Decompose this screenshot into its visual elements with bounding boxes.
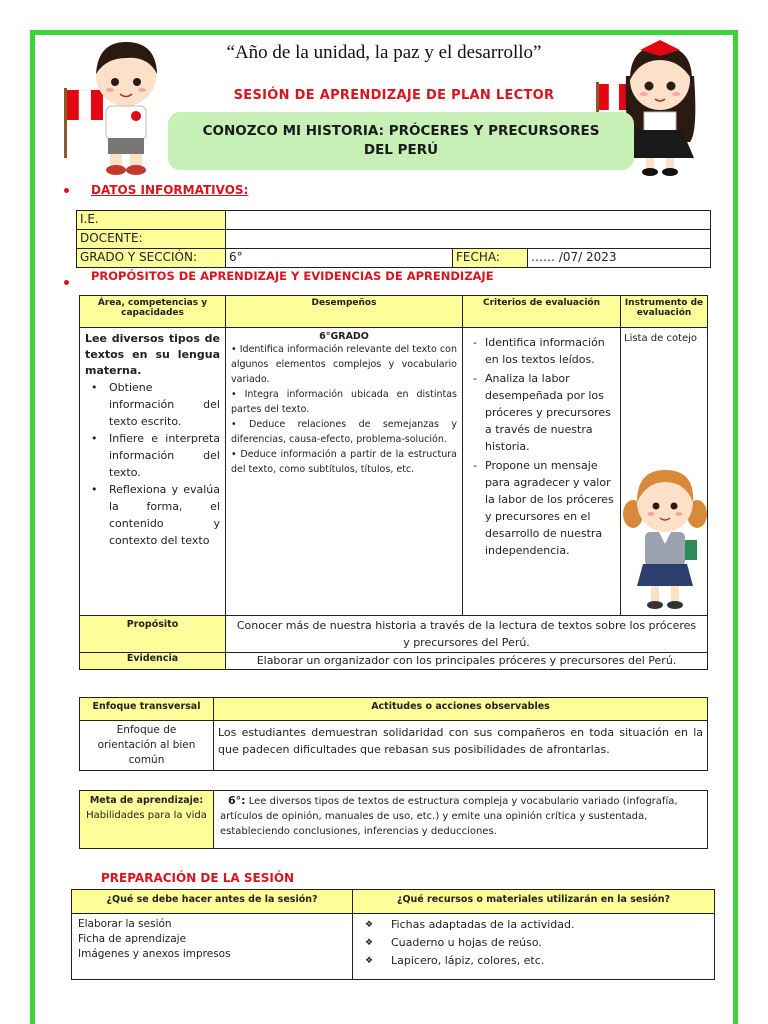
grado-label: GRADO Y SECCIÓN: <box>77 249 226 268</box>
meta-label-cell <box>80 791 214 849</box>
antes-item: Ficha de aprendizaje <box>78 933 187 945</box>
ie-label: I.E. <box>77 211 226 230</box>
enfoque-table <box>79 697 708 771</box>
schoolgirl-illustration <box>619 462 711 614</box>
ie-value <box>226 211 711 230</box>
desempeno-item: • Integra información ubicada en distintas partes del texto. <box>231 389 457 415</box>
desempeno-item: • Identifica información relevante del texto con algunos elementos complejos y vocabulario variado. <box>231 344 457 385</box>
docente-value <box>226 230 711 249</box>
meta-table <box>79 790 708 849</box>
col-area: Área, competencias y capacidades <box>80 296 226 328</box>
col-actitudes: Actitudes o acciones observables <box>214 698 708 721</box>
recursos-cell <box>353 914 715 980</box>
preparation-table <box>71 889 715 980</box>
section-heading-propositos: PROPÓSITOS DE APRENDIZAJE Y EVIDENCIAS DE APRENDIZAJE <box>91 269 494 283</box>
meta-sub-label: Habilidades para la vida <box>86 810 207 821</box>
col-desempenos: Desempeños <box>226 296 463 328</box>
fecha-label: FECHA: <box>453 249 528 268</box>
capacidades-list <box>85 379 220 549</box>
capacidad-item: • Reflexiona y evalúa la forma, el contenido y contexto del texto <box>85 481 220 549</box>
competencia-text: Lee diversos tipos de textos en su lengua materna. <box>85 332 220 377</box>
docente-label: DOCENTE: <box>77 230 226 249</box>
proposito-text: Conocer más de nuestra historia a través de la lectura de textos sobre los próceres y precursores del Perú. <box>226 616 708 653</box>
grado-value: 6° <box>226 249 453 268</box>
topic-banner <box>168 112 634 170</box>
recursos-list <box>357 916 710 970</box>
instrumento-text: Lista de cotejo <box>624 333 698 344</box>
desempeno-item: • Deduce información a partir de la estructura del texto, como subtítulos, títulos, etc. <box>231 449 457 475</box>
desempenos-cell <box>226 328 463 616</box>
proposito-label: Propósito <box>80 616 226 653</box>
year-motto: “Año de la unidad, la paz y el desarrollo” <box>226 42 542 63</box>
criterio-item: - Propone un mensaje para agradecer y valor la labor de los próceres y precursores en el desarrollo de nuestra independencia. <box>467 457 616 559</box>
criterios-list <box>467 334 616 559</box>
col-instrumento: Instrumento de evaluación <box>621 296 708 328</box>
actitud-text: Los estudiantes demuestran solidaridad con sus compañeros en toda situación en la que padecen dificultades que rebasan sus posibilidades de afrontarlas. <box>214 721 708 771</box>
competencias-cell <box>80 328 226 616</box>
meta-text-cell <box>214 791 708 849</box>
criterios-cell <box>463 328 621 616</box>
desempeno-item: • Deduce relaciones de semejanzas y diferencias, causa-efecto, problema-solución. <box>231 419 457 445</box>
antes-item: Elaborar la sesión <box>78 918 172 930</box>
capacidad-item: • Obtiene información del texto escrito. <box>85 379 220 430</box>
bullet-icon <box>64 280 69 285</box>
antes-item: Imágenes y anexos impresos <box>78 948 231 960</box>
recurso-item: ❖ Lapicero, lápiz, colores, etc. <box>357 952 710 970</box>
meta-label: Meta de aprendizaje: <box>89 795 204 806</box>
col-antes: ¿Qué se debe hacer antes de la sesión? <box>72 890 353 914</box>
instrumento-cell <box>621 328 708 616</box>
bullet-icon <box>64 188 69 193</box>
info-table <box>76 210 711 268</box>
topic-title-line2: DEL PERÚ <box>363 142 439 158</box>
col-recursos: ¿Qué recursos o materiales utilizarán en la sesión? <box>353 890 715 914</box>
criterio-item: - Identifica información en los textos leídos. <box>467 334 616 368</box>
grado-title: 6°GRADO <box>319 331 369 342</box>
enfoque-name: Enfoque de orientación al bien común <box>80 721 214 771</box>
col-criterios: Criterios de evaluación <box>463 296 621 328</box>
session-title: SESIÓN DE APRENDIZAJE DE PLAN LECTOR <box>233 88 555 103</box>
recurso-item: ❖ Fichas adaptadas de la actividad. <box>357 916 710 934</box>
evidencia-text: Elaborar un organizador con los principales próceres y precursores del Perú. <box>226 653 708 670</box>
recurso-item: ❖ Cuaderno u hojas de reúso. <box>357 934 710 952</box>
capacidad-item: • Infiere e interpreta información del texto. <box>85 430 220 481</box>
meta-text: Lee diversos tipos de textos de estructura compleja y vocabulario variado (infografía, artículos de opinión, manuales de uso, etc.) y emite una opinión crítica y sustentada, estableciendo conclusiones, inferencias y deducciones. <box>220 796 678 837</box>
evidencia-label: Evidencia <box>80 653 226 670</box>
fecha-value: …… /07/ 2023 <box>528 249 711 268</box>
section-heading-preparacion: PREPARACIÓN DE LA SESIÓN <box>101 871 295 885</box>
criterio-item: - Analiza la labor desempeñada por los próceres y precursores a través de nuestra historia. <box>467 370 616 455</box>
col-enfoque: Enfoque transversal <box>80 698 214 721</box>
purposes-table <box>79 295 708 670</box>
meta-grade: 6°: <box>228 794 246 807</box>
topic-title-line1: CONOZCO MI HISTORIA: PRÓCERES Y PRECURSORES <box>202 123 600 139</box>
antes-cell <box>72 914 353 980</box>
section-heading-datos: DATOS INFORMATIVOS: <box>91 183 249 197</box>
